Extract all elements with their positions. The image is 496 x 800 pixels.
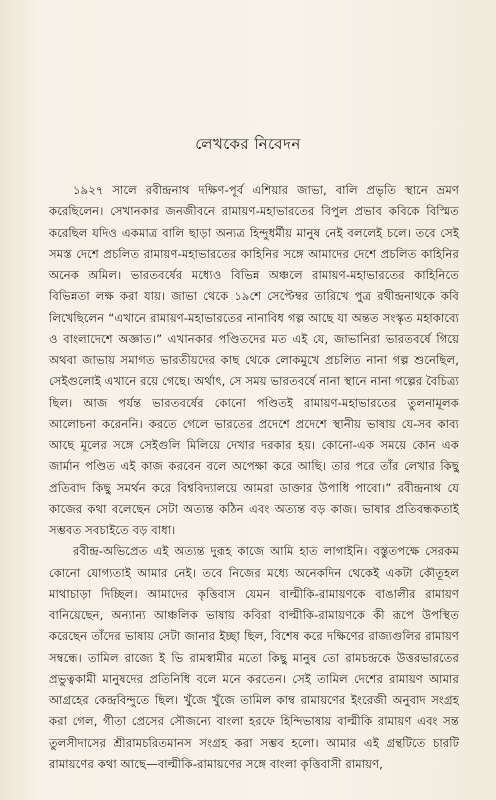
- paragraph-1: ১৯২৭ সালে রবীন্দ্রনাথ দক্ষিণ-পূর্ব এশিয়ার জাভা, বালি প্রভৃতি স্থানে ভ্রমণ করেছিলেন। সেখানকার জনজীবনে রামায়ণ-মহাভারতের বিপুল প্রভাব কবিকে বিস্মিত করেছিল যদিও একমাত্র বালি ছাড়া অন্যত্র হিন্দুধর্মীয় মানুষ নেই বললেই চলে। তবে সেই সমস্ত দেশে প্রচলিত রামায়ণ-মহাভারতের কাহিনির সঙ্গে আমাদের দেশে প্রচলিত কাহিনির অনেক অমিল। ভারতবর্ষের মধ্যেও বিভিন্ন অঞ্চলে রামায়ণ-মহাভারতের কাহিনিতে বিভিন্নতা লক্ষ করা যায়। জাভা থেকে ১৯শে সেপ্টেম্বর তারিখে পুত্র রথীন্দ্রনাথকে কবি লিখেছিলেন “এখানে রামায়ণ-মহাভারতের নানাবিধ গল্প আছে যা অন্তত সংস্কৃত মহাকাব্যে ও বাংলাদেশে অজ্ঞাত।” এখানকার পণ্ডিতদের মত এই যে, জাভানিরা ভারতবর্ষে গিয়ে অথবা জাভায় সমাগত ভারতীয়দের কাছ থেকে লোকমুখে প্রচলিত নানা গল্প শুনেছিল, সেইগুলোই এখানে রয়ে গেছে। অর্থাৎ, সে সময় ভারতবর্ষে নানা স্থানে নানা গল্পের বৈচিত্র্য ছিল। আজ পর্যন্ত ভারতবর্ষের কোনো পণ্ডিতই রামায়ণ-মহাভারতের তুলনামূলক আলোচনা করেননি। করতে গেলে ভারতের প্রদেশে প্রদেশে স্থানীয় ভাষায় যে-সব কাব্য আছে মূলের সঙ্গে সেইগুলি মিলিয়ে দেখার দরকার হয়। কোনো-এক সময়ে কোন এক জার্মান পণ্ডিত এই কাজ করবেন বলে অপেক্ষা করে আছি। তার পরে তাঁর লেখার কিছু প্রতিবাদ কিছু সমর্থন করে বিশ্ববিদ্যালয়ে আমরা ডাক্তার উপাধি পাবো।” রবীন্দ্রনাথ যে কাজের কথা বলেছেন সেটা অত্যন্ত কঠিন এবং অত্যন্ত বড় কাজ। ভাষার প্রতিবন্ধকতাই সম্ভবত সবচাইতে বড় বাধা।: [49, 183, 459, 537]
- body-text: [49, 180, 459, 775]
- chapter-title: লেখকের নিবেদন: [195, 135, 301, 153]
- paragraph-2: রবীন্দ্র-অভিপ্রেত এই অত্যন্ত দুরূহ কাজে আমি হাত লাগাইনি। বস্তুতপক্ষে সেরকম কোনো যোগ্যতাই আমার নেই। তবে নিজের মধ্যে অনেকদিন থেকেই একটা কৌতূহল মাথাচাড়া দিচ্ছিল। আমাদের কৃত্তিবাস যেমন বাল্মীকি-রামায়ণকে বাঙালীর রামায়ণ বানিয়েছেন, অন্যান্য আঞ্চলিক ভাষায় কবিরা বাল্মীকি-রামায়ণকে কী রূপে উপস্থিত করেছেন তাঁদের ভাষায় সেটা জানার ইচ্ছা ছিল, বিশেষ করে দক্ষিণের রাজ্যগুলির রামায়ণ সম্বন্ধে। তামিল রাজ্যে ই ভি রামস্বামীর মতো কিছু মানুষ তো রামচন্দ্রকে উত্তরভারতের প্রভুত্বকামী মানুষদের প্রতিনিধি বলে মনে করতেন। সেই তামিল দেশের রামায়ণ আমার আগ্রহের কেন্দ্রবিন্দুতে ছিল। খুঁজে খুঁজে তামিল কাম্ব রামায়ণের ইংরেজী অনুবাদ সংগ্রহ করা গেল, গীতা প্রেসের সৌজন্যে বাংলা হরফে হিন্দিভাষায় বাল্মীকি রামায়ণ এবং সন্ত তুলসীদাসের শ্রীরামচরিতমানস সংগ্রহ করা সম্ভব হলো। আমার এই গ্রন্থটিতে চারটি রামায়ণের কথা আছে—বাল্মীকি-রামায়ণের সঙ্গে বাংলা কৃত্তিবাসী রামায়ণ,: [49, 544, 459, 771]
